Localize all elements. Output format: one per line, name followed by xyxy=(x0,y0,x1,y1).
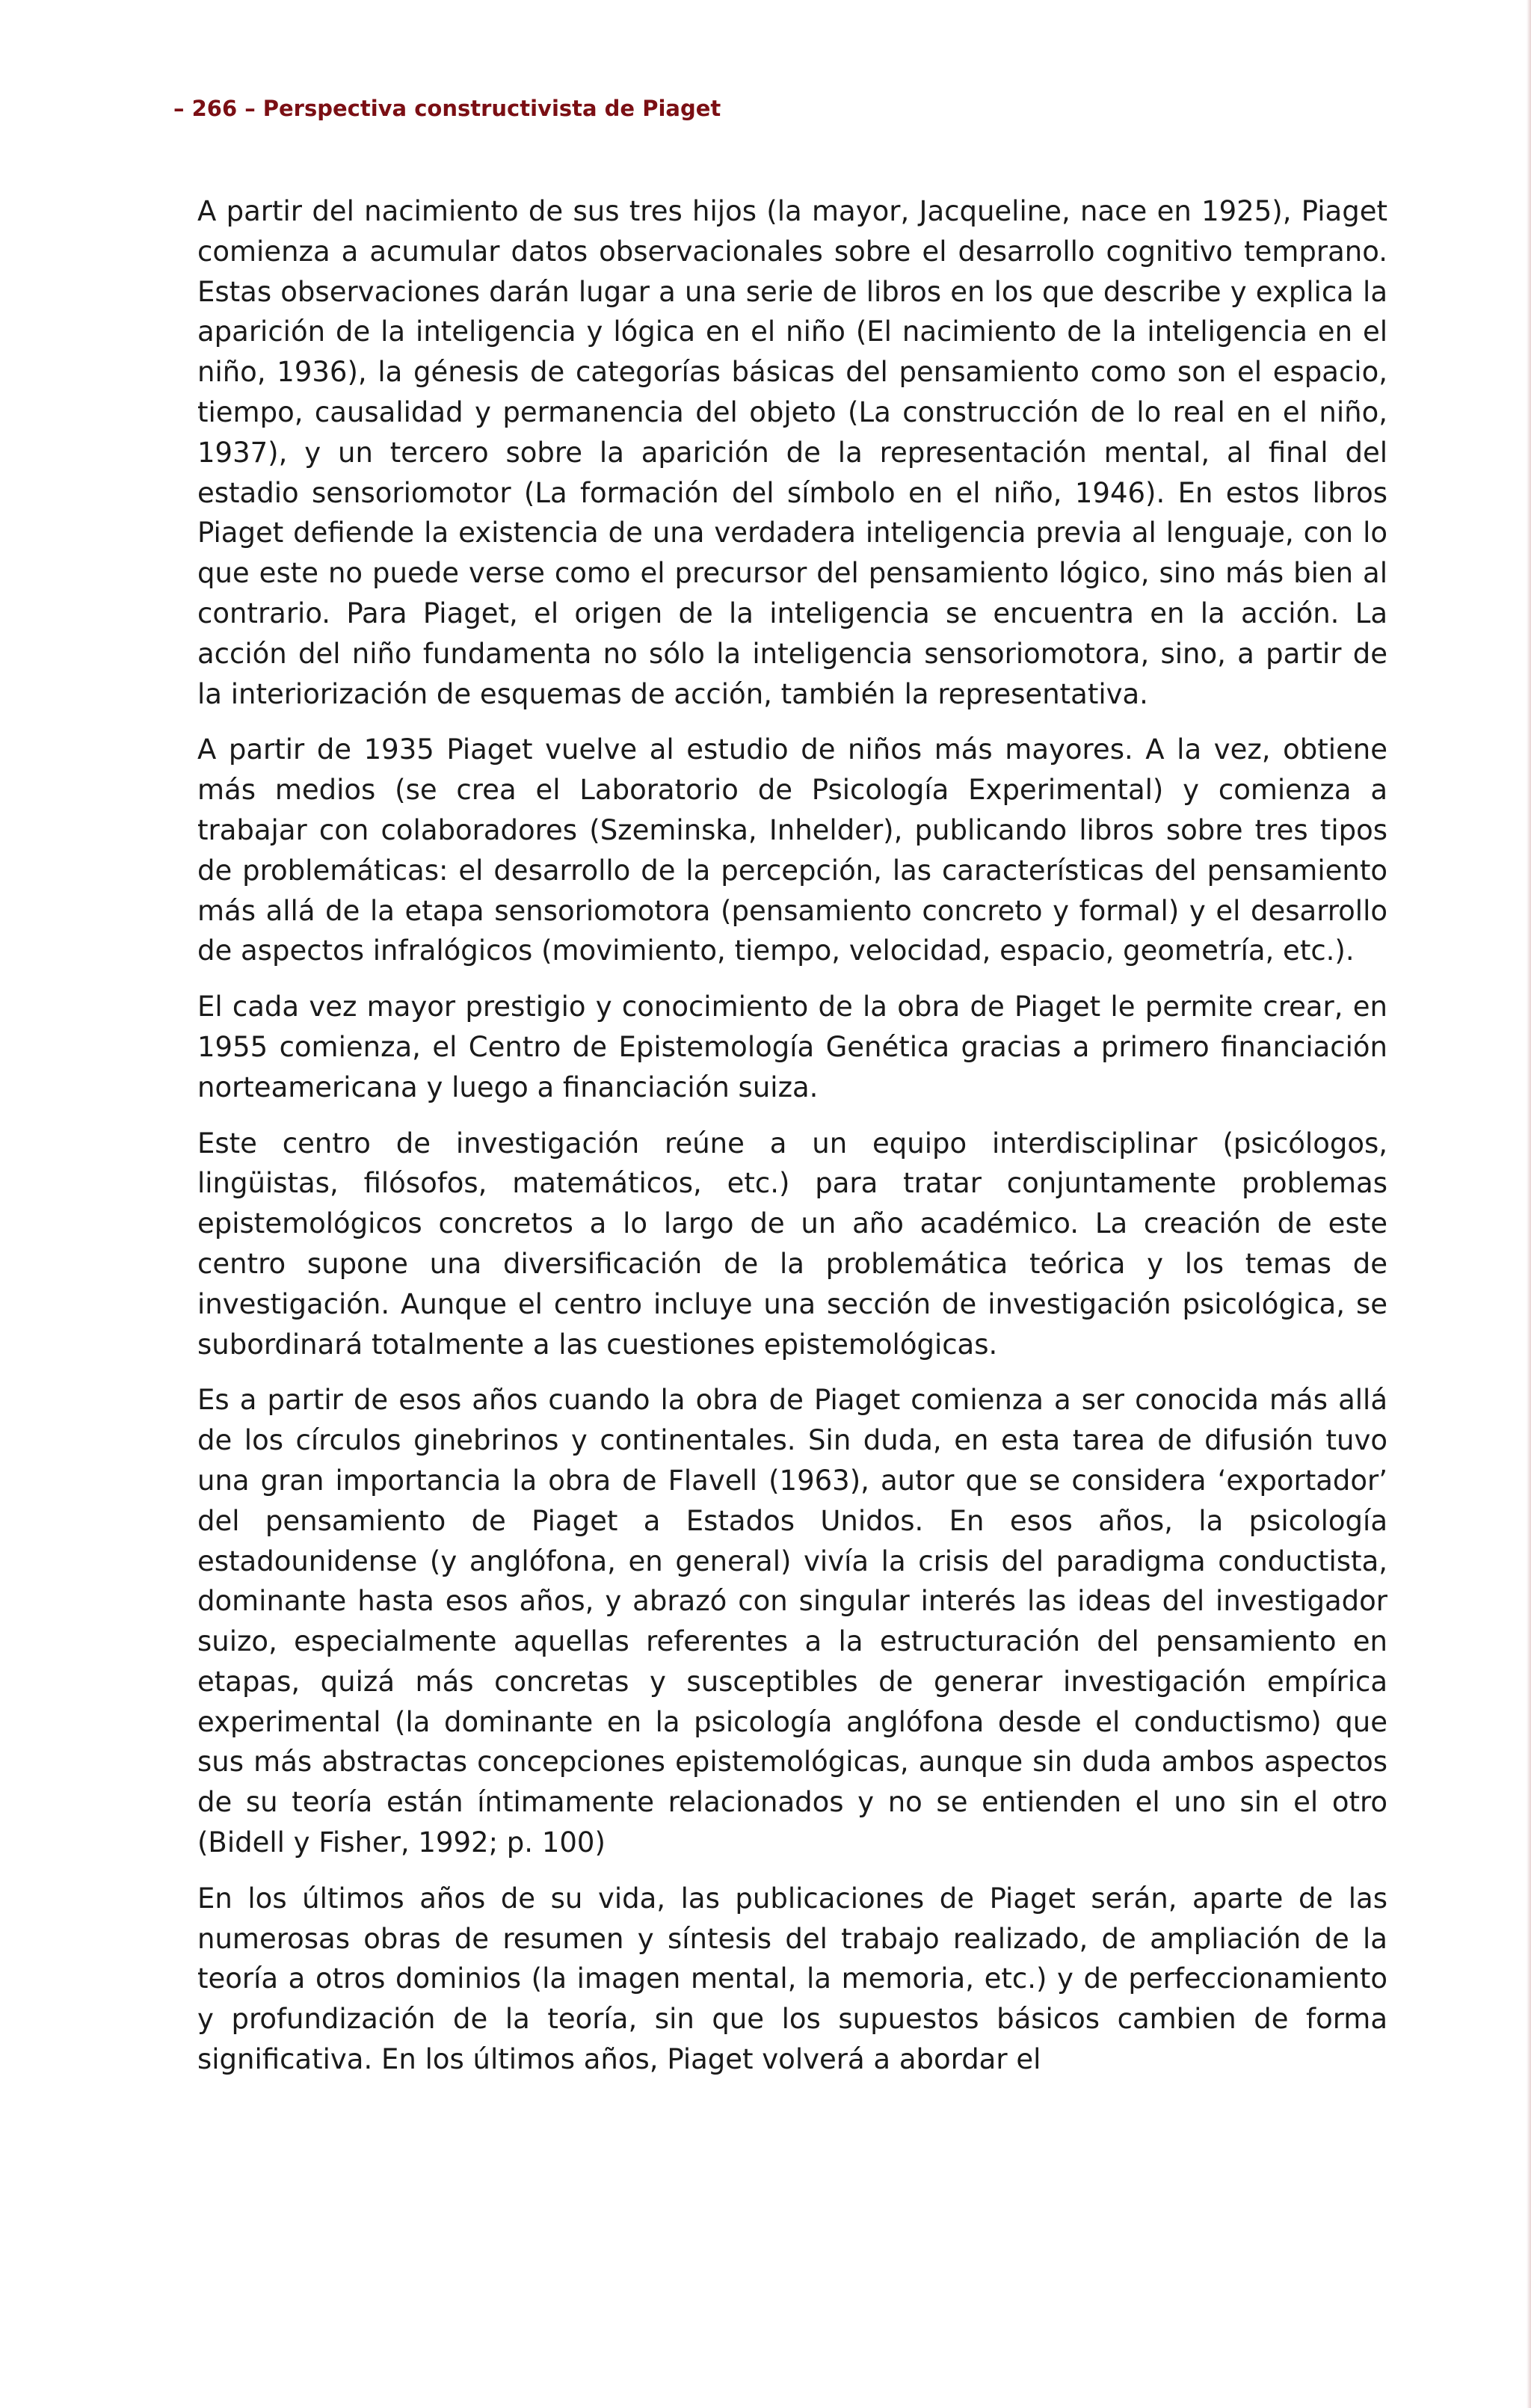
page-number: – 266 – xyxy=(173,96,256,121)
paragraph-5: Es a partir de esos años cuando la obra de Piaget comienza a ser conocida más allá de los círculos ginebrinos y continentales. Sin duda, en esta tarea de difusión tuvo una gran importancia la obra de Flavell (1963), autor que se considera ‘exportador’ del pensamiento de Piaget a Estados Unidos. En esos años, la psicología estadounidense (y anglófona, en general) vivía la crisis del paradigma conductista, dominante hasta esos años, y abrazó con singular interés las ideas del investigador suizo, especialmente aquellas referentes a la estructuración del pensamiento en etapas, quizá más concretas y susceptibles de generar investigación empírica experimental (la dominante en la psicología anglófona desde el conductismo) que sus más abstractas concepciones epistemológicas, aunque sin duda ambos aspectos de su teoría están íntimamente relacionados y no se entienden el uno sin el otro (Bidell y Fisher, 1992; p. 100) xyxy=(197,1384,1387,1859)
paragraph-3: El cada vez mayor prestigio y conocimiento de la obra de Piaget le permite crear, en 1955 comienza, el Centro de Epistemología Genética gracias a primero financiación norteamericana y luego a financiación suiza. xyxy=(197,991,1387,1103)
page-edge-shadow xyxy=(1527,0,1531,2408)
running-title: Perspectiva constructivista de Piaget xyxy=(262,96,721,121)
body-text xyxy=(197,191,1387,2096)
running-header xyxy=(173,96,721,121)
paragraph-4: Este centro de investigación reúne a un equipo interdisciplinar (psicólogos, lingüistas, filósofos, matemáticos, etc.) para tratar conjuntamente problemas epistemológicos concretos a lo largo de un año académico. La creación de este centro supone una diversificación de la problemática teórica y los temas de investigación. Aunque el centro incluye una sección de investigación psicológica, se subordinará totalmente a las cuestiones epistemológicas. xyxy=(197,1127,1387,1361)
paragraph-6: En los últimos años de su vida, las publicaciones de Piaget serán, aparte de las numerosas obras de resumen y síntesis del trabajo realizado, de ampliación de la teoría a otros dominios (la imagen mental, la memoria, etc.) y de perfeccionamiento y profundización de la teoría, sin que los supuestos básicos cambien de forma significativa. En los últimos años, Piaget volverá a abordar el xyxy=(197,1882,1387,2076)
paragraph-2: A partir de 1935 Piaget vuelve al estudio de niños más mayores. A la vez, obtiene más medios (se crea el Laboratorio de Psicología Experimental) y comienza a trabajar con colaboradores (Szeminska, Inhelder), publicando libros sobre tres tipos de problemáticas: el desarrollo de la percepción, las características del pensamiento más allá de la etapa sensoriomotora (pensamiento concreto y formal) y el desarrollo de aspectos infralógicos (movimiento, tiempo, velocidad, espacio, geometría, etc.). xyxy=(197,733,1387,967)
paragraph-1: A partir del nacimiento de sus tres hijos (la mayor, Jacqueline, nace en 1925), Piaget comienza a acumular datos observacionales sobre el desarrollo cognitivo temprano. Estas observaciones darán lugar a una serie de libros en los que describe y explica la aparición de la inteligencia y lógica en el niño (El nacimiento de la inteligencia en el niño, 1936), la génesis de categorías básicas del pensamiento como son el espacio, tiempo, causalidad y permanencia del objeto (La construcción de lo real en el niño, 1937), y un tercero sobre la aparición de la representación mental, al final del estadio sensoriomotor (La formación del símbolo en el niño, 1946). En estos libros Piaget defiende la existencia de una verdadera inteligencia previa al lenguaje, con lo que este no puede verse como el precursor del pensamiento lógico, sino más bien al contrario. Para Piaget, el origen de la inteligencia se encuentra en la acción. La acción del niño fundamenta no sólo la inteligencia sensoriomotora, sino, a partir de la interiorización de esquemas de acción, también la representativa. xyxy=(197,195,1387,710)
